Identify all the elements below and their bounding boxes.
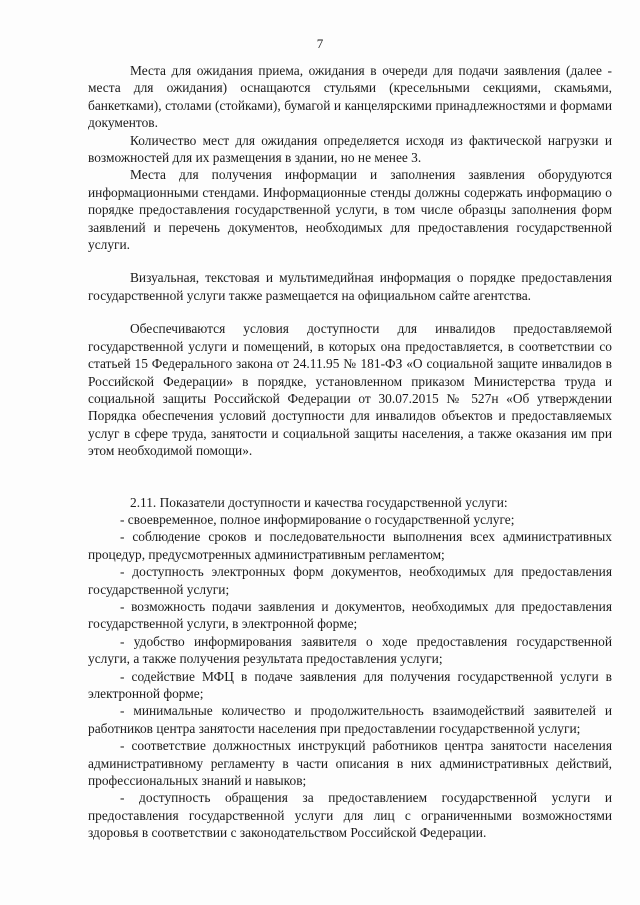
list-item: - своевременное, полное информирование о государственной услуге; — [120, 511, 515, 527]
list-item: - соответствие должностных инструкций работников центра занятости населения административному регламенту в части описания в них административных действий, профессиональных знаний и навыков; — [88, 738, 612, 789]
paragraph-waiting-count: Количество мест для ожидания определяется исходя из фактической нагрузки и возможностей для их размещения в здании, но не менее 3. — [88, 132, 612, 166]
list-item: - удобство информирования заявителя о ходе предоставления государственной услуги, а также получения результата предоставления услуги; — [88, 633, 612, 667]
page-number: 7 — [316, 36, 324, 51]
paragraph-waiting-places: Места для ожидания приема, ожидания в очереди для подачи заявления (далее - места для ожидания) оснащаются стульями (кресельными секциями, скамьями, банкетками), столами (стойками), бумагой и канцелярскими принадлежностями и формами документов. — [88, 63, 612, 131]
paragraph-visual-info: Визуальная, текстовая и мультимедийная информация о порядке предоставления государственной услуги также размещается на официальном сайте агентства. — [88, 270, 612, 303]
list-item: - соблюдение сроков и последовательности выполнения всех административных процедур, предусмотренных административным регламентом; — [88, 529, 612, 562]
section-heading: 2.11. Показатели доступности и качества государственной услуги: — [130, 494, 508, 510]
list-item: - доступность обращения за предоставлением государственной услуги и предоставления государственной услуги для лиц с ограниченными возможностями здоровья в соответствии с законодательством Российской Федерации. — [88, 790, 612, 841]
list-item: - возможность подачи заявления и документов, необходимых для предоставления государственной услуги, в электронной форме; — [88, 598, 612, 632]
paragraph-accessibility: Обеспечиваются условия доступности для инвалидов предоставляемой государственной услуги и помещений, в которых она предоставляется, в соответствии со статьей 15 Федерального закона от 24.11.95 № 181-ФЗ «О социальной защите инвалидов в Российской Федерации» в порядке, установленном приказом Министерства труда и социальной защиты Российской Федерации от 30.07.2015 № 527н «Об утверждении Порядка обеспечения условий доступности для инвалидов объектов и предоставляемых услуг в сфере труда, занятости и социальной защиты населения, а также оказания им при этом необходимой помощи». — [88, 321, 612, 459]
paragraph-info-stands: Места для получения информации и заполнения заявления оборудуются информационными стендами. Информационные стенды должны содержать информацию о порядке предоставления государственной услуги, в том числе образцы заполнения форм заявлений и перечень документов, необходимых для предоставления государственной услуги. — [88, 167, 612, 253]
list-item: - содействие МФЦ в подаче заявления для получения государственной услуги в электронной форме; — [88, 668, 612, 701]
document-body — [88, 62, 612, 842]
list-item: - минимальные количество и продолжительность взаимодействий заявителей и работников центра занятости населения при предоставлении государственной услуги; — [88, 703, 612, 736]
list-item: - доступность электронных форм документов, необходимых для предоставления государственной услуги; — [88, 564, 612, 597]
